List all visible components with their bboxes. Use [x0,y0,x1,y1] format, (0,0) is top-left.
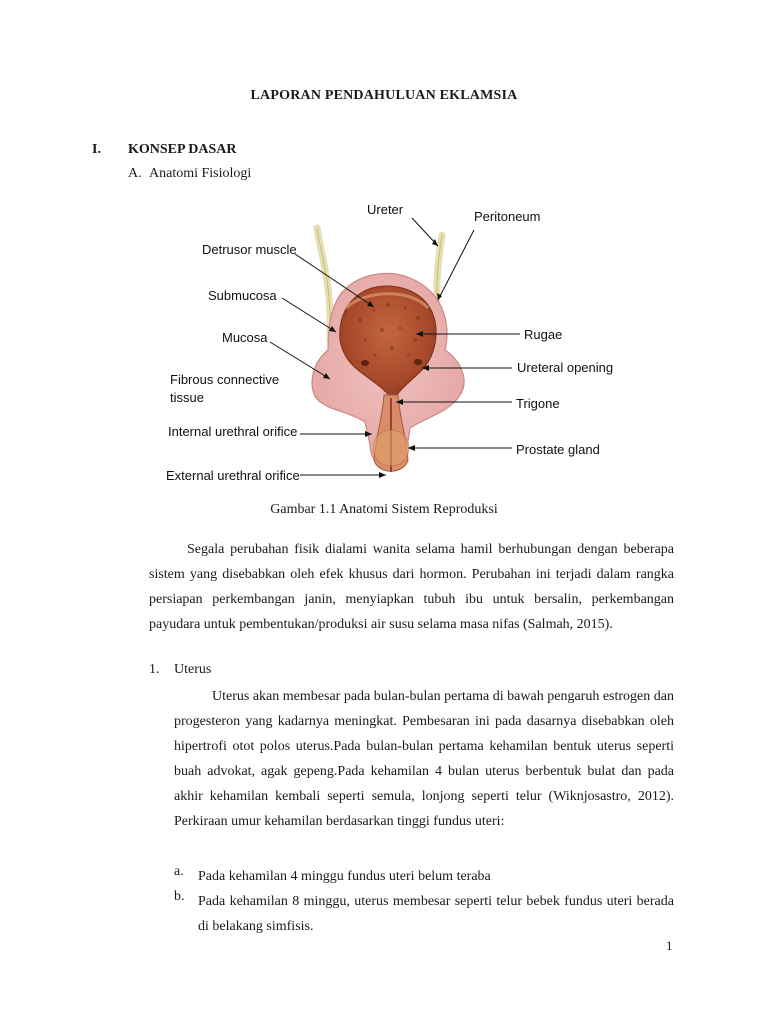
page-title: LAPORAN PENDAHULUAN EKLAMSIA [250,88,518,103]
list-item-label: Uterus [174,662,212,677]
prostate-shape [373,430,409,466]
paragraph-uterus: Uterus akan membesar pada bulan-bulan pertama di bawah pengaruh estrogen dan progesteron yang kadarnya meningkat. Pembesaran ini pada dasarnya disebabkan oleh hipertrofi otot polos uterus.Pada bulan-bulan pertama kehamilan bentuk uterus seperti buah advokat, agak gepeng.Pada kehamilan 4 bulan uterus berbentuk bulat dan pada akhir kehamilan kembali seperti semula, lonjong seperti telur (Wiknjosastro, 2012). Perkiraan umur kehamilan berdasarkan tinggi fundus uteri: [174,689,674,829]
label-external-urethral-orifice: External urethral orifice [166,468,300,483]
label-ureter: Ureter [367,202,404,217]
label-ureteral-opening: Ureteral opening [517,360,614,375]
section-title: KONSEP DASAR [128,142,237,157]
page-number: 1 [666,938,673,953]
label-internal-urethral-orifice: Internal urethral orifice [168,424,298,439]
label-peritoneum: Peritoneum [474,209,541,224]
bladder-anatomy-figure [160,190,630,490]
label-tissue: tissue [170,390,204,405]
figure-caption: Gambar 1.1 Anatomi Sistem Reproduksi [270,502,498,517]
label-fibrous-connective: Fibrous connective [170,372,280,387]
paragraph-intro: Segala perubahan fisik dialami wanita selama hamil berhubungan dengan beberapa sistem yang disebabkan oleh efek khusus dari hormon. Perubahan ini terjadi dalam rangka persiapan perkembangan janin, menyiapkan tubuh ibu untuk bersalin, perkembangan payudara untuk pembentukan/produksi air susu selama masa nifas (Salmah, 2015). [149,542,674,632]
section-number: I. [92,142,101,157]
label-detrusor-muscle: Detrusor muscle [202,242,297,257]
sub-item-a-letter: a. [174,864,184,879]
left-ureter-shape [317,228,330,340]
sub-item-b-text: Pada kehamilan 8 minggu, uterus membesar seperti telur bebek fundus uteri berada di belakang simfisis. [198,894,674,934]
subsection-title: Anatomi Fisiologi [149,166,252,181]
left-ureteral-opening-shape [361,360,369,366]
sub-item-b-letter: b. [174,889,185,904]
label-submucosa: Submucosa [208,288,277,303]
list-item-number: 1. [149,662,160,677]
subsection-letter: A. [128,166,142,181]
right-ureteral-opening-shape [414,359,422,365]
sub-item-a-text: Pada kehamilan 4 minggu fundus uteri belum teraba [198,869,491,884]
label-rugae: Rugae [524,327,563,342]
label-prostate-gland: Prostate gland [516,442,600,457]
label-trigone: Trigone [516,396,560,411]
label-mucosa: Mucosa [222,330,268,345]
